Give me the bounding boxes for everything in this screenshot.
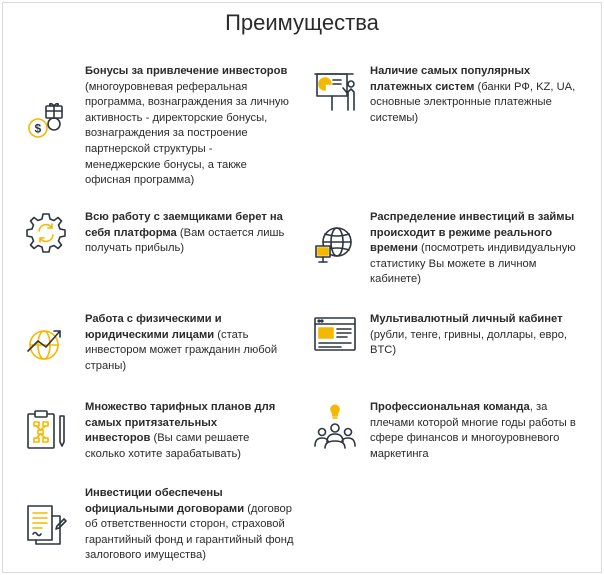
presentation-board-icon [313, 70, 357, 114]
advantage-description: (многоуровневая реферальная программа, вознаграждения за личную активность - директорские бонусы, вознаграждения за построение партнерской структуры - менеджерские бонусы, а также офисная программа) [85, 80, 289, 187]
contract-document-icon [24, 504, 68, 548]
advantage-heading: Профессиональная команда [370, 401, 530, 413]
advantage-heading: Инвестиции обеспечены официальными договорами [85, 487, 245, 515]
advantage-text [85, 64, 290, 189]
advantage-heading: Всю работу с заемщиками берет на себя платформа [85, 211, 283, 239]
advantage-text [370, 312, 580, 359]
advantage-heading: Множество тарифных планов для самых притязательных инвесторов [85, 401, 276, 445]
advantage-heading: Распределение инвестиций в займы происходит в режиме реального времени [370, 211, 575, 255]
advantage-text [370, 210, 585, 288]
team-idea-icon [313, 406, 357, 450]
advantage-description: (посмотреть индивидуальную статистику Вы можете в личном кабинете) [370, 242, 576, 286]
coins-gift-icon [24, 100, 68, 144]
clipboard-plan-icon [24, 408, 68, 452]
advantage-text [370, 400, 580, 462]
advantage-description: (рубли, тенге, гривны, доллары, евро, BTC) [370, 328, 568, 357]
advantage-text [85, 312, 295, 374]
advantage-text [85, 486, 295, 564]
globe-monitor-icon [313, 224, 357, 268]
advantage-description: (стать инвестором может гражданин любой страны) [85, 328, 278, 372]
advantage-description: (договор об ответственности сторон, страховой гарантийный фонд и гарантийный фонд залогового имущества) [85, 502, 294, 562]
advantage-text [370, 64, 580, 126]
advantage-description: , за плечами которой многие годы работы в сфере финансов и многоуровневого маркетинга [370, 401, 576, 460]
globe-growth-icon [24, 321, 68, 365]
advantage-description: (Вы сами решаете сколько хотите зарабатывать) [85, 432, 250, 460]
svg-text:$: $ [34, 121, 42, 136]
advantage-description: (Вам остается лишь получать прибыль) [85, 226, 285, 255]
advantage-heading: Мультивалютный личный кабинет [370, 313, 563, 325]
advantage-text [85, 400, 285, 462]
advantage-heading: Работа с физическими и юридическими лицами [85, 313, 222, 341]
advantage-heading: Бонусы за привлечение инвесторов [85, 65, 288, 77]
advantage-text [85, 210, 285, 257]
advantage-heading: Наличие самых популярных платежных систем [370, 65, 531, 93]
gear-cycle-icon [24, 211, 68, 255]
page-title: Преимущества [225, 10, 379, 35]
advantage-description: (банки РФ, KZ, UA, основные электронные платежные системы) [370, 80, 576, 124]
dashboard-window-icon [313, 314, 357, 358]
